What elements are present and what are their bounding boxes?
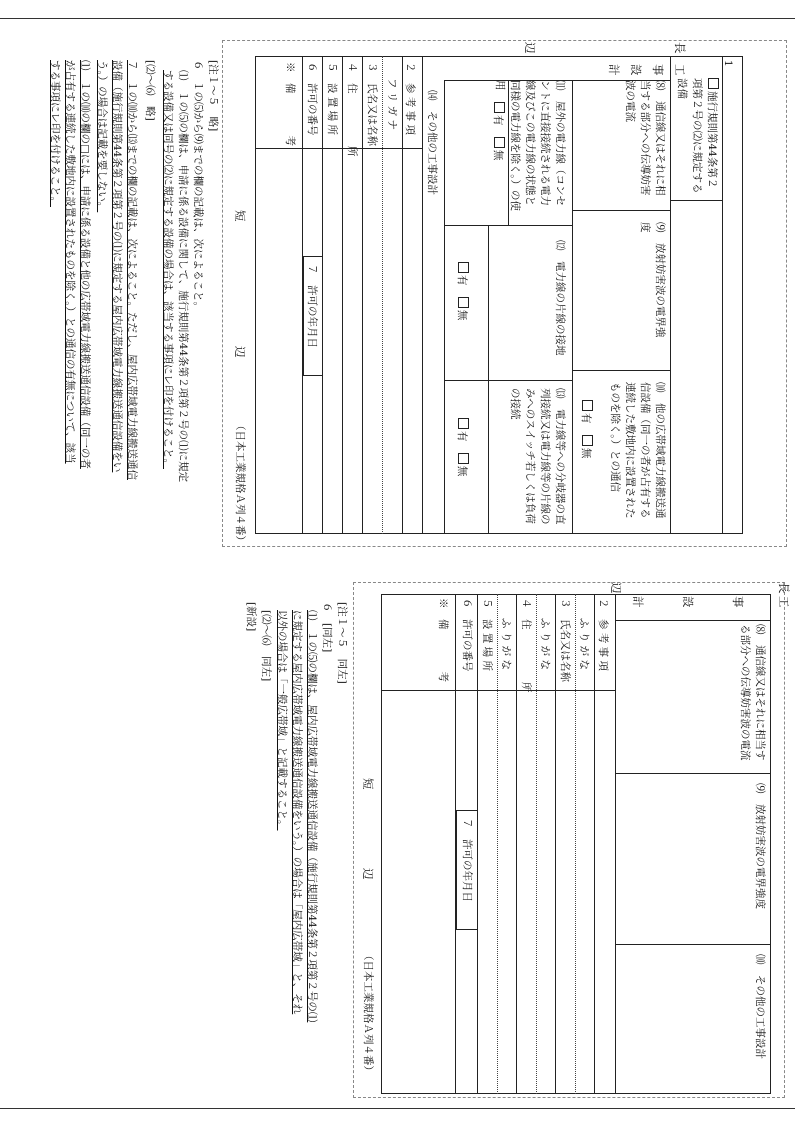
note-line: する事項にレ印を付けること。 — [49, 60, 61, 207]
q11-yes-checkbox[interactable] — [494, 102, 505, 113]
row-line — [575, 594, 576, 1094]
q11-options: 有 無 — [490, 102, 505, 160]
q12-options: 有 無 — [454, 262, 469, 320]
q11-no-checkbox[interactable] — [494, 137, 505, 148]
side-char: 辺 — [523, 42, 537, 54]
note-line: [新設] — [245, 602, 257, 632]
col-line — [671, 200, 723, 201]
note-line: する設備又は同号の⑵に規定する設備の場合は、該当する事項にレ印を付けること。 — [162, 70, 174, 469]
note-line: う。）の場合は記載を要しない。 — [96, 60, 108, 213]
edge-label: 辺 — [233, 346, 247, 358]
note-line: ６ [同左] — [321, 602, 333, 653]
note-line: ７ １の⑽から⒀までの欄の記載は、次によること。ただし、屋内広帯域電力線搬送通信 — [126, 60, 138, 480]
note-line: ６ １の⑸から⑼までの欄の記載は、次によること。 — [192, 60, 204, 312]
short-side-label: 短 — [361, 778, 375, 790]
item6-label: ６ 許可の番号 — [306, 62, 318, 136]
edge-label: 辺 — [361, 868, 375, 880]
item5-label: ５ 設 置 場 所 — [326, 62, 338, 136]
q10-options: 有 無 — [578, 400, 593, 458]
side-char: 計 — [607, 64, 621, 76]
item3-label: ３ 氏名又は名称 — [366, 62, 378, 146]
col-line — [573, 210, 671, 211]
row-line — [536, 594, 537, 1094]
note-line: [⑵〜⑹ 略] — [144, 60, 156, 121]
jis-note: （日本工業規格Ａ列４番） — [234, 420, 246, 546]
note-line: [注１〜５ 同左] — [336, 602, 348, 684]
note-line: ⑴ １の⑸の欄は、申請に係る設備に関して、施行規則第44条第２項第２号の⑴に規定 — [177, 70, 189, 483]
col-line — [445, 225, 573, 226]
q8-label: ⑻ 通信線又はそれに相当する部分への伝導妨害波の電流 — [739, 624, 766, 761]
row-line — [444, 80, 445, 534]
side-char: 計 — [631, 596, 645, 608]
row-line — [422, 56, 423, 534]
q13-no-checkbox[interactable] — [458, 453, 469, 464]
note-line: [注１〜５ 略] — [207, 60, 219, 132]
col-line — [255, 148, 423, 149]
q10-yes-checkbox[interactable] — [582, 400, 593, 411]
q12-yes-checkbox[interactable] — [458, 262, 469, 273]
note-line: [⑵〜⑹ 同左] — [260, 610, 272, 682]
q9-label: ⑼ 放射妨害波の電界強度 — [754, 783, 766, 909]
row-line — [342, 56, 343, 534]
col-line — [616, 620, 771, 621]
item7-label: ７ 許可の年月日 — [306, 264, 318, 348]
row-line — [670, 56, 671, 534]
furigana-label: ふ り が な — [539, 618, 551, 671]
form-sheet-current — [0, 0, 795, 545]
note-line: に規定する屋内広帯域電力線搬送通信設備をいう。）の場合は「屋内広帯域」と、それ — [291, 610, 303, 1015]
row-line — [572, 80, 573, 534]
col-line — [573, 370, 671, 371]
checkbox[interactable] — [708, 78, 719, 89]
q8-label: ⑻ 通信線又はそれに相当する部分への伝導妨害波の電流 — [624, 80, 666, 196]
side-char: 工 — [777, 596, 791, 608]
note-line: 以外の場合は「一般広帯域」と記載すること。 — [276, 610, 288, 831]
furigana-label: ふ り が な — [578, 618, 590, 671]
q11-label: ⑾ 屋外の電力線（コンセントに直接接続される電力線及びこの電力線の状態と同様の電力線を除く。）の使用 — [494, 80, 566, 212]
row-line — [594, 594, 595, 1094]
side-char: 長 — [673, 42, 687, 54]
form-sheet-previous — [0, 578, 795, 1127]
row-line — [455, 594, 456, 1094]
jis-note: （日本工業規格Ａ列４番） — [362, 950, 374, 1076]
note-line: ⑴ １の⑸の欄は、屋内広帯域電力線搬送通信設備（施行規則第44条第２項第２号の⑴ — [306, 610, 318, 1023]
note-line: 設備（施行規則第44条第２項第２号の⑴に規定する屋内広帯域電力線搬送通信設備をい — [111, 60, 123, 473]
item7-label: ７ 許可の年月日 — [461, 818, 473, 902]
side-char: 設 — [681, 596, 695, 608]
q12-label: ⑿ 電力線の片線の接地 — [554, 240, 566, 356]
q13-options: 有 無 — [454, 418, 469, 476]
row-line — [516, 594, 517, 1094]
q13-label: ⒀ 電力線等への分岐器の直列接続又は電力線等の片線のみへのスイッチ若しくは負荷の接続 — [509, 388, 566, 525]
item2-label: ２ 参 考 事 項 — [597, 598, 609, 672]
q13-yes-checkbox[interactable] — [458, 418, 469, 429]
side-char: 工 — [673, 64, 687, 76]
furigana-label: フ リ ガ ナ — [386, 78, 398, 131]
q10-label: ⑽ その他の工事設計 — [754, 954, 766, 1059]
col-line — [381, 690, 616, 691]
note-line: が占有する連続した敷地内に設置されたものを除く。）との通信の有無について、該当 — [64, 60, 76, 464]
short-side-label: 短 — [233, 210, 247, 222]
row-line — [497, 594, 498, 1094]
col-line — [616, 944, 771, 945]
remarks-label: ※ 備 考 — [284, 62, 296, 146]
item1-number: 1 — [722, 60, 734, 67]
row-line — [555, 594, 556, 1094]
q14-label: ⒁ その他の工事設計 — [426, 90, 438, 195]
side-char: 事 — [651, 64, 665, 76]
side-char: 事 — [731, 596, 745, 608]
item4-label: ４ 住 所 — [520, 598, 532, 693]
furigana-label: ふ り が な — [500, 618, 512, 671]
remarks-label: ※ 備 考 — [437, 598, 449, 682]
q12-no-checkbox[interactable] — [458, 297, 469, 308]
row-line — [382, 56, 383, 534]
item6-label: ６ 許可の番号 — [461, 598, 473, 672]
side-char: 設 — [629, 64, 643, 76]
item4-label: ４ 住 所 — [346, 62, 358, 157]
row-line — [362, 56, 363, 534]
row-line — [508, 80, 509, 225]
col-line — [445, 80, 671, 81]
item3-label: ３ 氏名又は名称 — [559, 598, 571, 682]
q10-label: ⑽ 他の広帯域電力線搬送通信設備（同一の者が占有する連続した敷地内に設置されたものを除く。）との通信 — [609, 382, 666, 519]
row-line — [302, 56, 303, 534]
q9-label: ⑼ 放射妨害波の電界強度 — [639, 222, 666, 338]
q10-no-checkbox[interactable] — [582, 435, 593, 446]
col-line — [616, 773, 771, 774]
row-line — [722, 56, 723, 534]
row-line — [488, 225, 489, 534]
row-line — [402, 56, 403, 534]
note-line: ⑴ １の⑽の欄の□には、申請に係る設備と他の広帯域電力線搬送通信設備（同一の者 — [79, 60, 91, 469]
item2-label: ２ 参 考 事 項 — [404, 62, 416, 136]
side-char: 長 — [777, 582, 791, 594]
item1-text: 施行規則第44条第２項第２号の⑵に規定する設備 — [676, 78, 718, 194]
col-line — [445, 380, 573, 381]
item5-label: ５ 設 置 場 所 — [481, 598, 493, 672]
side-char: 辺 — [609, 582, 623, 594]
row-line — [615, 594, 616, 1094]
